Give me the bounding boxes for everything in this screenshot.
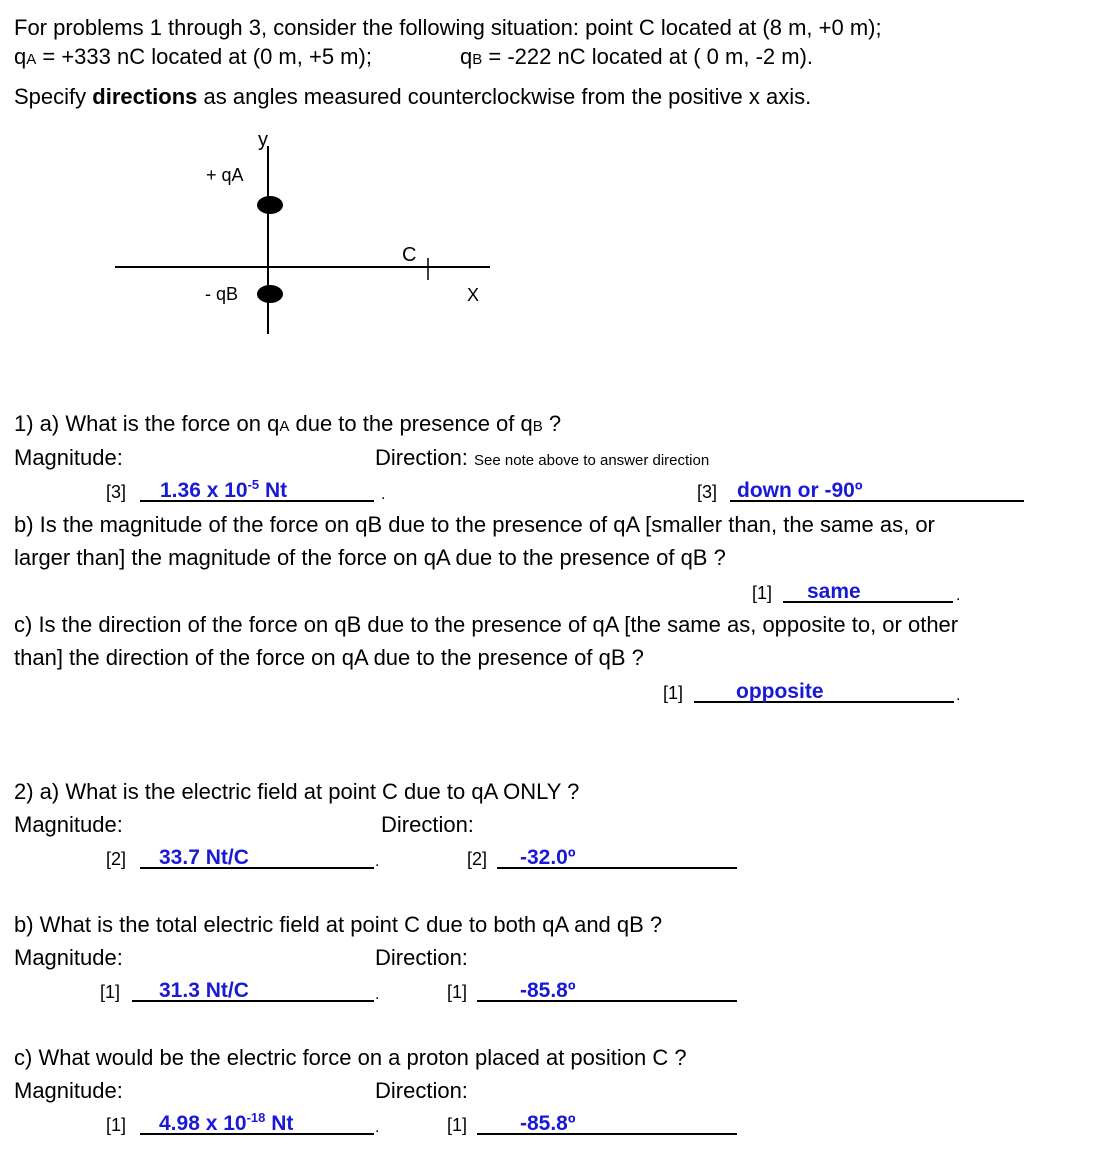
p2b-answer-direction: -85.8º: [520, 979, 576, 1002]
p2c-points-dir: [1]: [447, 1115, 468, 1135]
dot: .: [375, 1119, 380, 1136]
p2c-dir-answer-line: [477, 1133, 737, 1135]
qb-definition: = -222 nC located at ( 0 m, -2 m).: [482, 44, 814, 69]
p1a-points-mag: [3]: [106, 482, 127, 502]
p1a-mag-unit: Nt: [259, 479, 288, 502]
p1-question-end: ?: [542, 411, 562, 436]
dot: .: [375, 853, 380, 870]
p2c-mag-exponent: -18: [246, 1110, 266, 1125]
charge-b-dot: [257, 285, 283, 303]
qa-label: + qA: [206, 165, 244, 185]
p2b-magnitude-label: Magnitude:: [14, 945, 123, 970]
p2b-dir-answer-line: [477, 1000, 737, 1002]
p1c-answer-line: [694, 701, 954, 703]
p1-question: [14, 411, 561, 440]
qa-subscript: A: [26, 51, 37, 68]
p2c-mag-value: 4.98 x 10: [159, 1112, 247, 1135]
p1b-question-line-2: larger than] the magnitude of the force on qA due to the presence of qB ?: [14, 545, 726, 570]
p1c-points: [1]: [663, 683, 684, 703]
p1c-question-line-1: c) Is the direction of the force on qB due to the presence of qA [the same as, opposite to, or other: [14, 612, 959, 637]
intro-line-3-bold: directions: [92, 84, 198, 109]
dot: .: [956, 687, 961, 704]
p1b-answer: same: [807, 580, 861, 603]
p2a-points-mag: [2]: [106, 849, 127, 869]
qa-definition: = +333 nC located at (0 m, +5 m);: [36, 44, 372, 69]
p2a-magnitude-label: Magnitude:: [14, 812, 123, 837]
p1-question-text: 1) a) What is the force on q: [14, 411, 280, 436]
dot: .: [375, 986, 380, 1003]
p2a-answer-magnitude: 33.7 Nt/C: [159, 846, 249, 869]
p1-magnitude-label: Magnitude:: [14, 445, 123, 470]
intro-line-3: [14, 84, 811, 110]
point-c-label: C: [402, 244, 417, 266]
p1a-mag-value: 1.36 x 10: [160, 479, 248, 502]
p2a-answer-direction: -32.0º: [520, 846, 576, 869]
p1a-points-dir: [3]: [697, 482, 718, 502]
qb-label: - qB: [205, 284, 239, 304]
p2c-direction-label: Direction:: [375, 1078, 468, 1103]
p2b-answer-magnitude: 31.3 Nt/C: [159, 979, 249, 1002]
dot: .: [956, 587, 961, 604]
p2c-magnitude-label: Magnitude:: [14, 1078, 123, 1103]
charge-diagram: [0, 120, 520, 350]
p1c-question-line-2: than] the direction of the force on qA due to the presence of qB ?: [14, 645, 644, 670]
intro-line-1: For problems 1 through 3, consider the following situation: point C located at (8 m, +0 m);: [14, 15, 882, 40]
p2c-answer-direction: -85.8º: [520, 1112, 576, 1135]
p2c-points-mag: [1]: [106, 1115, 127, 1135]
p1b-question-line-1: b) Is the magnitude of the force on qB due to the presence of qA [smaller than, the same as, or: [14, 512, 935, 537]
p2b-direction-label: Direction:: [375, 945, 468, 970]
intro-line-2: [14, 44, 372, 73]
intro-line-3-pre: Specify: [14, 84, 93, 109]
p2a-question: 2) a) What is the electric field at point C due to qA ONLY ?: [14, 779, 580, 804]
intro-line-2b: [460, 44, 813, 73]
p2b-points-mag: [1]: [100, 982, 121, 1002]
p1-sub-a: A: [279, 418, 290, 435]
p1c-answer: opposite: [736, 680, 824, 703]
p1-question-mid: due to the presence of q: [289, 411, 533, 436]
p2c-answer-magnitude: [159, 1111, 293, 1137]
p1-sub-b: B: [532, 418, 543, 435]
qb-subscript: B: [472, 51, 483, 68]
p1-direction-label: [375, 445, 709, 474]
qa-symbol: q: [14, 44, 27, 69]
p2b-points-dir: [1]: [447, 982, 468, 1002]
y-axis-label: y: [258, 129, 268, 151]
p2a-direction-label: Direction:: [381, 812, 474, 837]
p2c-question: c) What would be the electric force on a proton placed at position C ?: [14, 1045, 687, 1070]
intro-line-3-post: as angles measured counterclockwise from the positive x axis.: [197, 84, 812, 109]
p2a-points-dir: [2]: [467, 849, 488, 869]
p1-direction-label-text: Direction:: [375, 445, 468, 470]
qb-symbol: q: [460, 44, 473, 69]
x-axis-label: X: [467, 285, 480, 305]
p1a-answer-magnitude: [160, 478, 287, 504]
p2b-question: b) What is the total electric field at point C due to both qA and qB ?: [14, 912, 663, 937]
p1a-mag-exponent: -5: [247, 477, 260, 492]
dot: .: [381, 486, 386, 503]
p1-direction-note: See note above to answer direction: [474, 452, 710, 469]
p1b-points: [1]: [752, 583, 773, 603]
p2c-mag-unit: Nt: [265, 1112, 294, 1135]
charge-a-dot: [257, 196, 283, 214]
p1a-answer-direction: down or -90º: [737, 479, 863, 502]
